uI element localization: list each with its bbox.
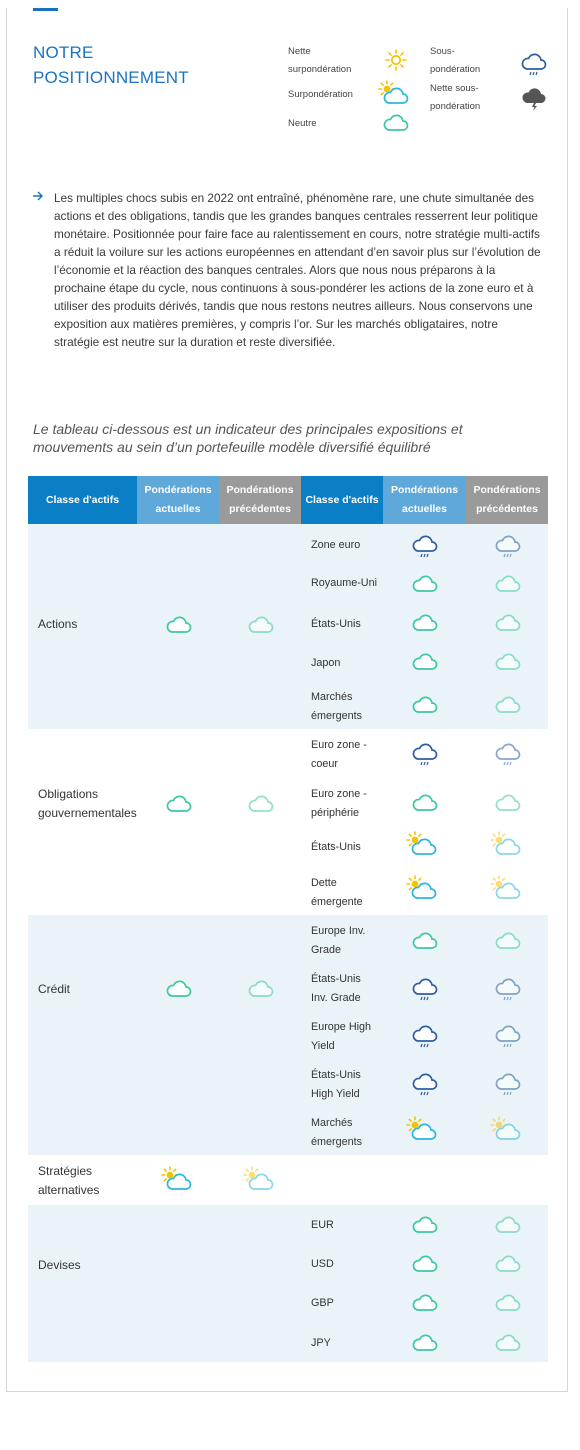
- legend-label-underweight: Sous- pondération: [430, 46, 481, 75]
- row-label-eur: EUR: [311, 1219, 334, 1231]
- row-label-marches-emergents-credit: Marchés émergents: [311, 1117, 363, 1148]
- intro-paragraph: Les multiples chocs subis en 2022 ont entraîné, phénomène rare, une chute simultanée des actions et des obligations, tandis que les grandes banques centrales resserrent leur politique monétaire. Positionnée pour faire face au ralentissement en cours, notre stratégie multi-actifs a réduit la voilure sur les actions européennes en attendant d’en savoir plus sur l’évolution de l’économie et la réaction des banques centrales. Alors que nous nous préparons à la prochaine étape du cycle, nous continuons à sous-pondérer les actions de la zone euro et à utiliser des produits dérivés, tandis que nous restons neutres ailleurs. Nous conservons une exposition aux matières premières, y compris l’or. Sur les marchés obligataires, notre stratégie est neutre sur la duration et reste diversifiée.: [54, 191, 541, 349]
- cloud-icon: [411, 1290, 439, 1314]
- cloud-icon: [411, 790, 439, 814]
- rain-cloud-icon: [520, 52, 548, 78]
- cloud-icon: [411, 1212, 439, 1236]
- cloud-icon: [247, 612, 275, 636]
- sun-cloud-icon: [490, 875, 518, 899]
- arrow-right-icon: [32, 190, 44, 202]
- cloud-icon: [382, 110, 410, 134]
- title-line-1: NOTRE: [33, 43, 94, 62]
- cloud-icon: [247, 976, 275, 1000]
- row-label-etats-unis-high-yield: États-Unis High Yield: [311, 1069, 361, 1100]
- sun-cloud-icon: [490, 1116, 518, 1140]
- rain-cloud-icon: [494, 1072, 522, 1096]
- cloud-icon: [411, 649, 439, 673]
- cloud-icon: [494, 610, 522, 634]
- rain-cloud-icon: [494, 534, 522, 558]
- band-credit: [28, 915, 548, 1155]
- header-current-weights-2: Pondérations actuelles: [383, 476, 466, 524]
- header-previous-weights-2: Pondérations précédentes: [466, 476, 548, 524]
- row-label-euro-zone-coeur: Euro zone - coeur: [311, 739, 367, 770]
- row-label-jpy: JPY: [311, 1337, 331, 1349]
- row-label-marches-emergents: Marchés émergents: [311, 691, 363, 722]
- cloud-icon: [494, 928, 522, 952]
- top-accent-bar: [33, 8, 58, 11]
- row-label-europe-high-yield: Europe High Yield: [311, 1021, 372, 1052]
- sun-cloud-icon: [406, 875, 434, 899]
- legend-label-neutral: Neutre: [288, 118, 317, 129]
- rain-cloud-icon: [494, 977, 522, 1001]
- sun-icon: [384, 48, 408, 72]
- cloud-icon: [411, 692, 439, 716]
- storm-cloud-icon: [520, 86, 548, 114]
- group-label-devises: Devises: [38, 1258, 81, 1272]
- sun-cloud-icon: [243, 1166, 271, 1190]
- group-label-strategies-alternatives: Stratégies alternatives: [38, 1164, 100, 1197]
- cloud-icon: [411, 1251, 439, 1275]
- sun-cloud-icon: [490, 831, 518, 855]
- rain-cloud-icon: [411, 1024, 439, 1048]
- header-asset-class: Classe d'actifs: [28, 476, 137, 524]
- sun-cloud-icon: [378, 80, 412, 106]
- cloud-icon: [165, 791, 193, 815]
- header-previous-weights: Pondérations précédentes: [219, 476, 301, 524]
- row-label-europe-inv-grade: Europe Inv. Grade: [311, 925, 366, 956]
- legend-label-net-overweight: Nette surpondération: [288, 46, 352, 75]
- row-label-zone-euro: Zone euro: [311, 539, 361, 551]
- sun-cloud-icon: [406, 831, 434, 855]
- cloud-icon: [411, 571, 439, 595]
- legend-label-overweight: Surpondération: [288, 89, 353, 100]
- cloud-icon: [411, 610, 439, 634]
- table-caption: Le tableau ci-dessous est un indicateur des principales expositions et mouvements au sein d’un portefeuille modèle diversifié équilibré: [33, 421, 463, 455]
- group-label-obligations: Obligations gouvernementales: [38, 787, 137, 820]
- cloud-icon: [247, 791, 275, 815]
- cloud-icon: [165, 976, 193, 1000]
- header-asset-class-2: Classe d'actifs: [301, 476, 383, 524]
- row-label-japon: Japon: [311, 657, 341, 669]
- cloud-icon: [411, 928, 439, 952]
- sun-cloud-icon: [161, 1166, 189, 1190]
- cloud-icon: [494, 571, 522, 595]
- cloud-icon: [494, 1290, 522, 1314]
- band-devises: [28, 1205, 548, 1362]
- row-label-royaume-uni: Royaume-Uni: [311, 577, 378, 589]
- row-label-etats-unis-oblig: États-Unis: [311, 841, 361, 853]
- cloud-icon: [494, 692, 522, 716]
- page-title: [33, 40, 263, 90]
- title-line-2: POSITIONNEMENT: [33, 68, 189, 87]
- cloud-icon: [494, 1251, 522, 1275]
- rain-cloud-icon: [494, 742, 522, 766]
- rain-cloud-icon: [411, 534, 439, 558]
- cloud-icon: [494, 1330, 522, 1354]
- cloud-icon: [411, 1330, 439, 1354]
- rain-cloud-icon: [411, 1072, 439, 1096]
- row-label-dette-emergente: Dette émergente: [311, 877, 363, 908]
- rain-cloud-icon: [411, 977, 439, 1001]
- cloud-icon: [494, 790, 522, 814]
- sun-cloud-icon: [406, 1116, 434, 1140]
- cloud-icon: [494, 649, 522, 673]
- group-label-credit: Crédit: [38, 982, 71, 996]
- row-label-gbp: GBP: [311, 1297, 334, 1309]
- row-label-etats-unis: États-Unis: [311, 618, 361, 630]
- cloud-icon: [494, 1212, 522, 1236]
- rain-cloud-icon: [494, 1024, 522, 1048]
- row-label-usd: USD: [311, 1258, 334, 1270]
- group-label-actions: Actions: [38, 617, 78, 631]
- rain-cloud-icon: [411, 742, 439, 766]
- row-label-euro-zone-peripherie: Euro zone - périphérie: [311, 788, 367, 819]
- row-label-etats-unis-inv-grade: États-Unis Inv. Grade: [311, 973, 361, 1004]
- cloud-icon: [165, 612, 193, 636]
- header-current-weights: Pondérations actuelles: [137, 476, 219, 524]
- legend-label-net-underweight: Nette sous- pondération: [430, 83, 481, 112]
- band-actions: [28, 524, 548, 729]
